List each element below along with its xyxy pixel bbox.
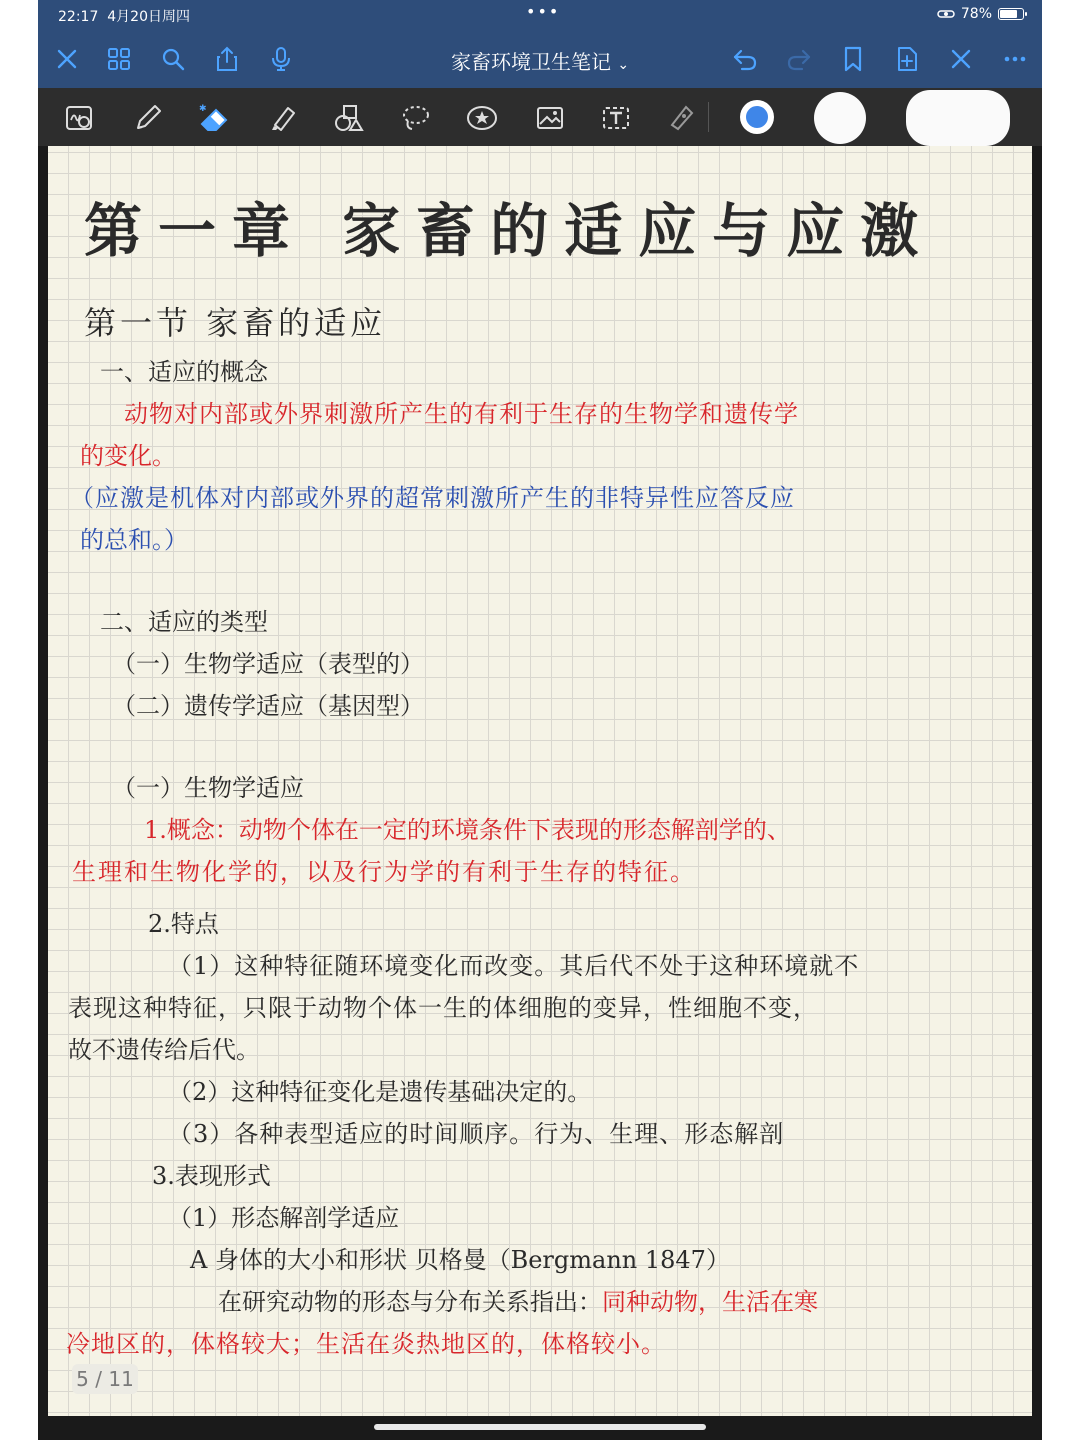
section-heading: 第一节 家畜的适应 [84, 304, 387, 342]
undo-icon[interactable] [730, 44, 760, 74]
document-title[interactable]: 家畜环境卫生笔记 ⌄ [450, 50, 630, 74]
status-date: 4月20日周四 [107, 9, 190, 25]
status-bar [38, 0, 1042, 30]
svg-text:✱: ✱ [199, 104, 207, 114]
color-swatch-white[interactable] [814, 92, 866, 144]
more-icon[interactable] [1000, 44, 1030, 74]
lasso-icon[interactable] [398, 100, 434, 136]
highlighter-icon[interactable] [264, 100, 300, 136]
feature-3: （3）各种表型适应的时间顺序。行为、生理、形态解剖 [168, 1120, 785, 1148]
concept-line-2: 生理和生物化学的，以及行为学的有利于生存的特征。 [72, 858, 696, 886]
drawing-toolbar [38, 88, 1042, 146]
type-genetic: （二）遗传学适应（基因型） [112, 692, 424, 720]
features-heading: 2.特点 [148, 910, 219, 938]
definition-line-1: 动物对内部或外界刺激所产生的有利于生存的生物学和遗传学 [124, 400, 799, 428]
multitasking-dots[interactable]: ••• [526, 2, 561, 21]
form-a-body-size: A 身体的大小和形状 贝格曼（Bergmann 1847） [190, 1246, 730, 1274]
feature-2: （2）这种特征变化是遗传基础决定的。 [168, 1078, 592, 1106]
toolbar-divider [708, 102, 709, 132]
study-line-highlight: 同种动物，生活在寒 [602, 1288, 818, 1316]
battery-percent: 78% [960, 6, 992, 22]
definition-line-2: 的变化。 [80, 442, 176, 470]
home-indicator[interactable] [374, 1424, 706, 1430]
heading-adaptation-concept: 一、适应的概念 [100, 358, 268, 386]
heading-adaptation-types: 二、适应的类型 [100, 608, 268, 636]
image-icon[interactable] [532, 100, 568, 136]
pen-icon[interactable] [130, 100, 166, 136]
add-page-icon[interactable] [892, 44, 922, 74]
study-line [218, 1282, 818, 1317]
forms-heading: 3.表现形式 [152, 1162, 271, 1190]
eraser-icon[interactable] [196, 100, 232, 136]
conclusion-line: 冷地区的，体格较大；生活在炎热地区的，体格较小。 [66, 1330, 666, 1358]
ipad-screen [38, 0, 1042, 1440]
battery-icon [998, 8, 1024, 20]
study-line-text: 在研究动物的形态与分布关系指出： [218, 1288, 602, 1316]
document-nav-bar [38, 30, 1042, 88]
stress-definition-line-1: （应激是机体对内部或外界的超常刺激所产生的非特异性应答反应 [70, 484, 795, 512]
shapes-icon[interactable] [330, 100, 366, 136]
concept-line-1: 1.概念：动物个体在一定的环境条件下表现的形态解剖学的、 [144, 816, 791, 844]
status-time: 22:17 4月20日周四 [58, 9, 190, 25]
status-right [937, 6, 1024, 22]
sticker-icon[interactable] [464, 100, 500, 136]
chapter-title: 第一章 家畜的适应与应激 [84, 197, 935, 265]
form-morphological: （1）形态解剖学适应 [168, 1204, 400, 1232]
laser-pointer-icon[interactable] [664, 100, 700, 136]
feature-1-line-3: 故不遗传给后代。 [68, 1036, 260, 1064]
feature-1-line-1: （1）这种特征随环境变化而改变。其后代不处于这种环境就不 [168, 952, 860, 980]
stress-definition-line-2: 的总和。） [80, 526, 188, 554]
zoom-tool-icon[interactable] [62, 100, 98, 136]
redo-icon[interactable] [784, 44, 814, 74]
page-counter[interactable]: 5 / 11 [72, 1364, 138, 1394]
subheading-biological-adaptation: （一）生物学适应 [112, 774, 304, 802]
type-biological: （一）生物学适应（表型的） [112, 650, 424, 678]
text-icon[interactable] [598, 100, 634, 136]
note-page[interactable] [48, 146, 1032, 1416]
feature-1-line-2: 表现这种特征，只限于动物个体一生的体细胞的变异，性细胞不变， [68, 994, 818, 1022]
chevron-down-icon: ⌄ [617, 57, 630, 73]
close-icon[interactable] [946, 44, 976, 74]
color-swatch-blue[interactable] [740, 100, 774, 134]
bookmark-icon[interactable] [838, 44, 868, 74]
headphones-icon [937, 8, 955, 20]
color-swatch-white-large[interactable] [906, 90, 1010, 146]
